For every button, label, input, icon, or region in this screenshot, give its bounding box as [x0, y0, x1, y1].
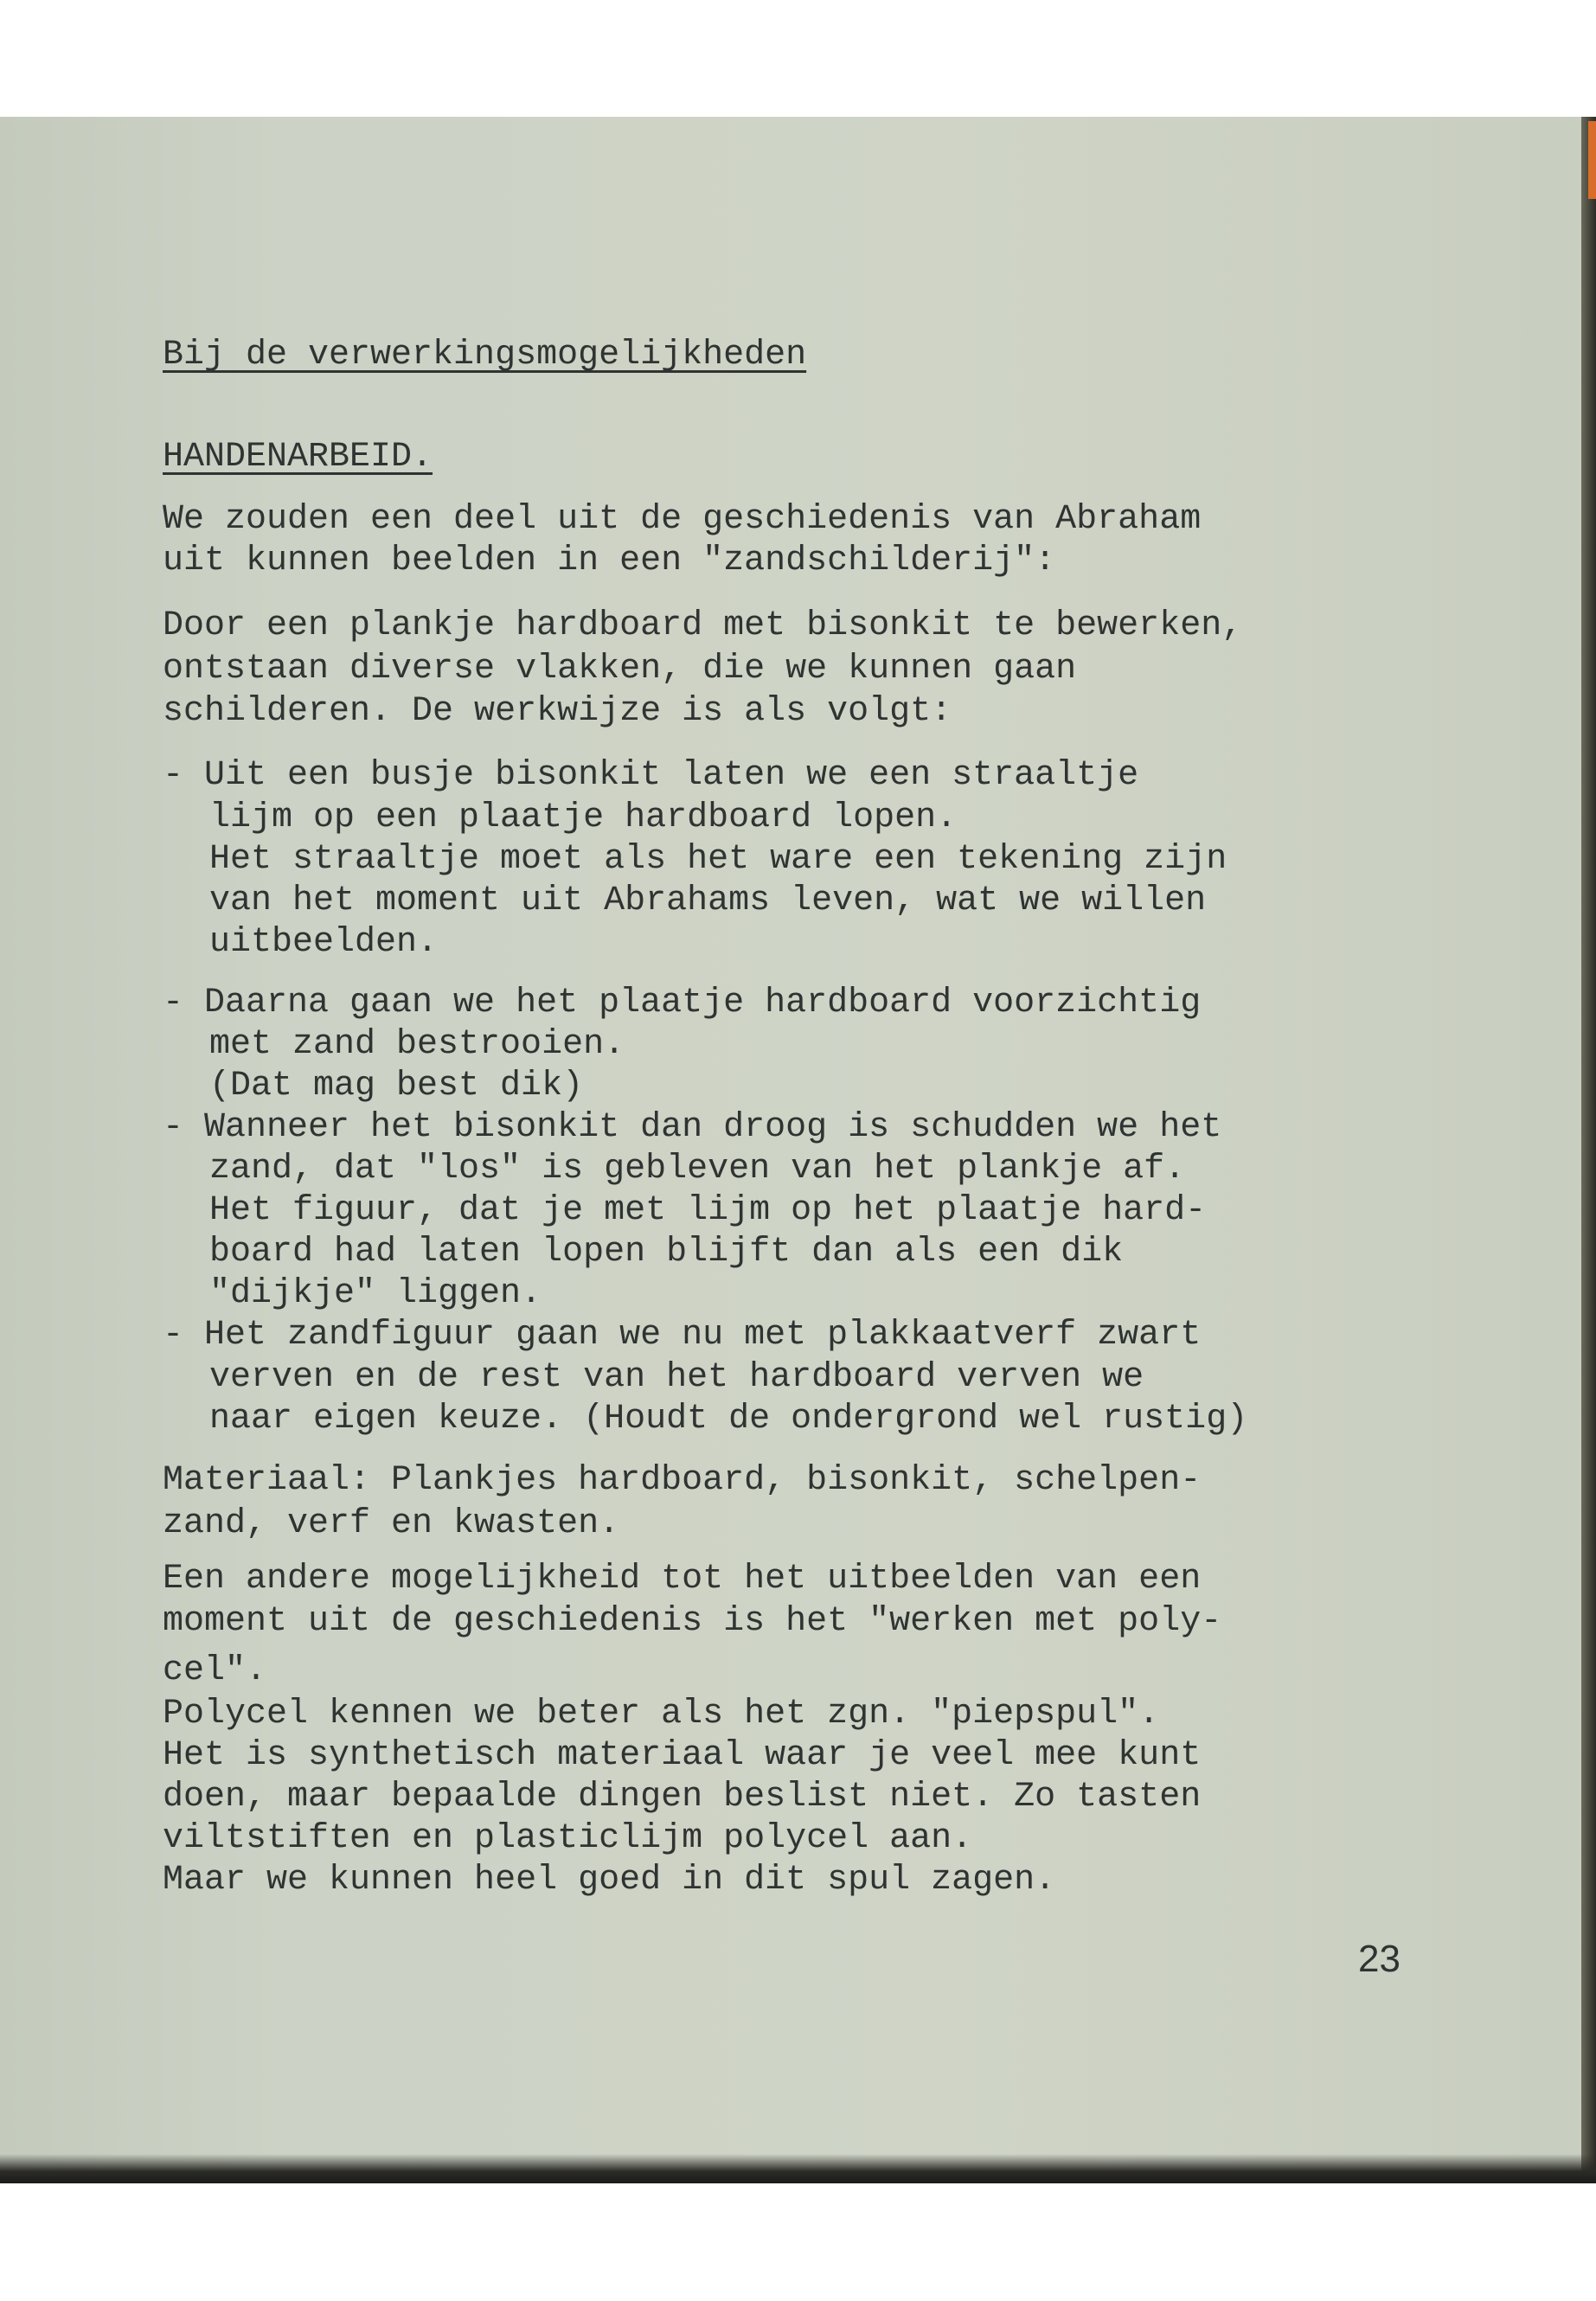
step-line: board had laten lopen blijft dan als een dik	[209, 1233, 1124, 1272]
section-title: HANDENARBEID.	[163, 438, 433, 477]
step-line: verven en de rest van het hardboard verven we	[209, 1358, 1144, 1397]
step-item: - Het zandfiguur gaan we nu met plakkaatverf zwart	[163, 1316, 1202, 1355]
method-line: ontstaan diverse vlakken, die we kunnen gaan	[163, 650, 1077, 689]
orange-tab-marker	[1588, 121, 1596, 199]
step-line: "dijkje" liggen.	[209, 1274, 542, 1313]
step-line: lijm op een plaatje hardboard lopen.	[209, 798, 958, 837]
step-line: Het figuur, dat je met lijm op het plaatje hard-	[209, 1191, 1207, 1230]
step-line: uitbeelden.	[209, 923, 439, 962]
polycel-line: cel".	[163, 1651, 267, 1690]
intro-line: uit kunnen beelden in een "zandschilderij":	[163, 542, 1056, 580]
method-line: schilderen. De werkwijze is als volgt:	[163, 692, 952, 731]
polycel-line: moment uit de geschiedenis is het "werken met poly-	[163, 1602, 1222, 1641]
closing-line: Polycel kennen we beter als het zgn. "piepspul".	[163, 1695, 1160, 1734]
closing-line: doen, maar bepaalde dingen beslist niet. Zo tasten	[163, 1778, 1202, 1817]
polycel-line: Een andere mogelijkheid tot het uitbeelden van een	[163, 1560, 1202, 1599]
materials-line: zand, verf en kwasten.	[163, 1504, 620, 1543]
step-line: van het moment uit Abrahams leven, wat we willen	[209, 881, 1207, 920]
method-line: Door een plankje hardboard met bisonkit te bewerken,	[163, 606, 1243, 645]
page-number: 23	[1358, 1938, 1401, 1980]
step-item: - Wanneer het bisonkit dan droog is schudden we het	[163, 1108, 1222, 1147]
step-item: - Daarna gaan we het plaatje hardboard voorzichtig	[163, 984, 1202, 1022]
bottom-shadow	[0, 2154, 1596, 2183]
closing-line: Het is synthetisch materiaal waar je veel mee kunt	[163, 1736, 1202, 1775]
materials-line: Materiaal: Plankjes hardboard, bisonkit, schelpen-	[163, 1461, 1202, 1500]
intro-line: We zouden een deel uit de geschiedenis van Abraham	[163, 500, 1202, 539]
page-edge	[1581, 117, 1596, 2177]
step-line: zand, dat "los" is gebleven van het plankje af.	[209, 1150, 1186, 1189]
step-line: (Dat mag best dik)	[209, 1067, 584, 1106]
closing-line: Maar we kunnen heel goed in dit spul zagen.	[163, 1861, 1056, 1900]
step-line: met zand bestrooien.	[209, 1025, 625, 1064]
closing-line: viltstiften en plasticlijm polycel aan.	[163, 1819, 973, 1858]
step-line: naar eigen keuze. (Houdt de ondergrond wel rustig)	[209, 1400, 1248, 1439]
step-line: Het straaltje moet als het ware een tekening zijn	[209, 840, 1227, 879]
step-item: - Uit een busje bisonkit laten we een straaltje	[163, 756, 1139, 795]
document-heading: Bij de verwerkingsmogelijkheden	[163, 336, 807, 375]
